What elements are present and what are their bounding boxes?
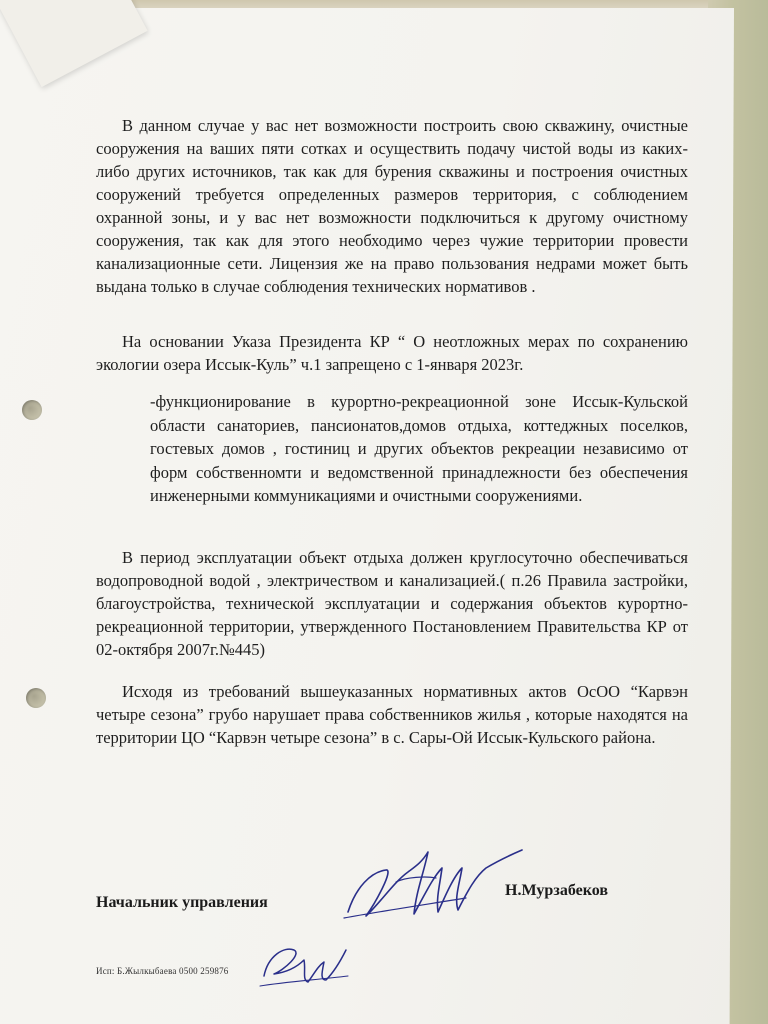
paragraph-2: На основании Указа Президента КР “ О неотложных мерах по сохранению экологии озера Иссык-Куль” ч.1 запрещено с 1-января 2023г. bbox=[96, 332, 688, 374]
signatory-title: Начальник управления bbox=[96, 894, 268, 911]
punch-hole-bottom bbox=[26, 688, 46, 708]
paragraph-1: В данном случае у вас нет возможности построить свою скважину, очистные сооружения на ваших пяти сотках и осуществить подачу чистой воды из каких-либо других источников, так как для бурения скважины и построения очистных сооружений требуется определенных размеров территория, с соблюдением охранной зоны, и у вас нет возможности подключиться к другому очистному сооружения, так как для этого необходимо через чужие территории провести канализационные сети. Лицензия же на право пользования недрами может быть выдана только в случае соблюдения технических нормативов . bbox=[96, 116, 688, 296]
paragraph-5: Исходя из требований вышеуказанных нормативных актов ОсОО “Карвэн четыре сезона” грубо нарушает права собственников жилья , которые находятся на территории ЦО “Карвэн четыре сезона” в с. Сары-Ой Иссык-Кульского района. bbox=[96, 682, 688, 747]
paragraph-4: В период эксплуатации объект отдыха должен круглосуточно обеспечиваться водопроводной водой , электричеством и канализацией.( п.26 Правила застройки, благоустройства, технической эксплуатации и содержания объектов курортно-рекреационной территории, утвержденного Постановлением Правительства КР от 02-октября 2007г.№445) bbox=[96, 548, 688, 659]
executor-line: Исп: Б.Жылкыбаева 0500 259876 bbox=[96, 966, 229, 976]
punch-hole-top bbox=[22, 400, 42, 420]
signatory-name: Н.Мурзабеков bbox=[505, 882, 608, 899]
paragraph-3-list-item: -функционирование в курортно-рекреационной зоне Иссык-Кульской области санаториев, пансионатов,домов отдыха, коттеджных поселков, гостевых домов , гостиниц и других объектов рекреации независимо от форм собственномти и ведомственной принадлежности без обеспечения инженерными коммуникациями и очистными сооружениями. bbox=[150, 392, 688, 505]
executor-signature bbox=[254, 936, 354, 996]
